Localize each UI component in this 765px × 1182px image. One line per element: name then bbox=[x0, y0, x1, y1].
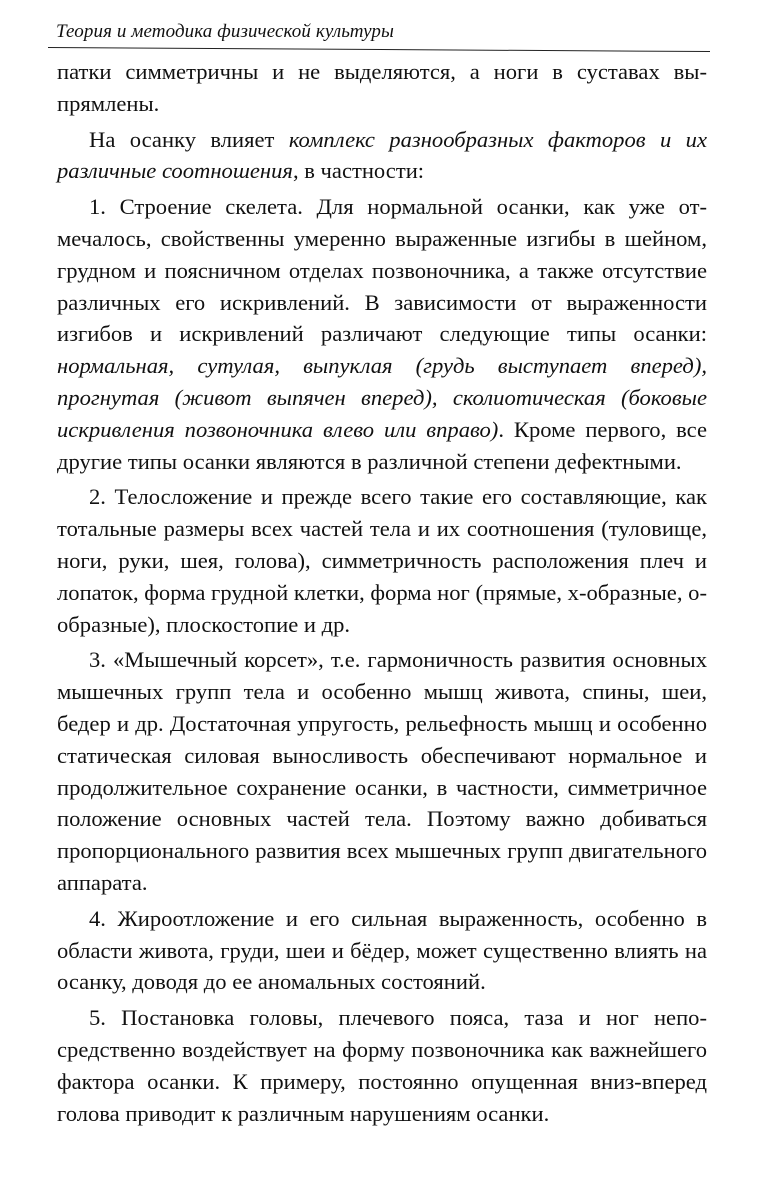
italic-span: нормальная, сутулая, выпуклая (грудь выступает вперед), прогнутая (живот выпячен вперед), сколиотическая (боковые искривления позвоночника влево или вправо) bbox=[57, 353, 707, 442]
paragraph-continuation bbox=[57, 56, 707, 120]
paragraph-item-3 bbox=[57, 644, 707, 898]
text-span: 5. Постановка головы, плечевого пояса, таза и ног непосредственно воздействует на форму позвоночника как важнейшего фактора осанки. К примеру, постоянно опущенная вниз-вперед голова приводит к различным нарушениям осанки. bbox=[57, 1005, 707, 1126]
paragraph-item-1 bbox=[57, 191, 707, 477]
running-header: Теория и методика физической культуры bbox=[56, 21, 394, 42]
paragraph-item-5 bbox=[57, 1002, 707, 1129]
text-span: 1. Строение скелета. Для нормальной осанки, как уже отмечалось, свойственны умеренно выраженные изгибы в шейном, грудном и поясничном отделах позвоночника, а также отсутствие различных его искривлений. В зависимости от выраженности изгибов и искривлений различают следующие типы осанки: bbox=[57, 194, 707, 347]
paragraph-intro bbox=[57, 124, 707, 188]
header-rule bbox=[48, 47, 710, 52]
text-span: 4. Жироотложение и его сильная выраженность, особенно в области живота, груди, шеи и бёдер, может существенно влиять на осанку, доводя до ее аномальных состояний. bbox=[57, 905, 707, 995]
text-span: . Кроме первого, все другие типы осанки являются в различной степени дефектными. bbox=[57, 416, 707, 474]
text-span: , в частности: bbox=[292, 158, 425, 184]
text-span: 3. «Мышечный корсет», т.е. гармоничность развития основных мышечных групп тела и особенно мышц живота, спины, шеи, бедер и др. Достаточная упругость, рельефность мышц и особенно статическая силовая выносливость обеспечивают нормальное и продолжительное сохранение осанки, в частности, симметричное положение основных частей тела. Поэтому важно добиваться пропорционального развития всех мышечных групп двигательного аппарата. bbox=[57, 647, 707, 895]
italic-span: комплекс разнообразных факторов и их различные соотношения bbox=[57, 126, 707, 184]
text-span: На осанку влияет bbox=[89, 126, 289, 152]
text-span: патки симметричны и не выделяются, а ноги в суставах выпрямлены. bbox=[57, 59, 707, 116]
paragraph-item-2 bbox=[57, 481, 707, 640]
text-span: 2. Телосложение и прежде всего такие его составляющие, как тотальные размеры всех частей тела и их соотношения (туловище, ноги, руки, шея, голова), симметричность расположения плеч и лопаток, форма грудной клетки, форма ног (прямые, х-образные, о-образные), плоскостопие и др. bbox=[57, 484, 707, 637]
paragraph-item-4 bbox=[57, 903, 707, 998]
body-text bbox=[57, 56, 707, 1133]
